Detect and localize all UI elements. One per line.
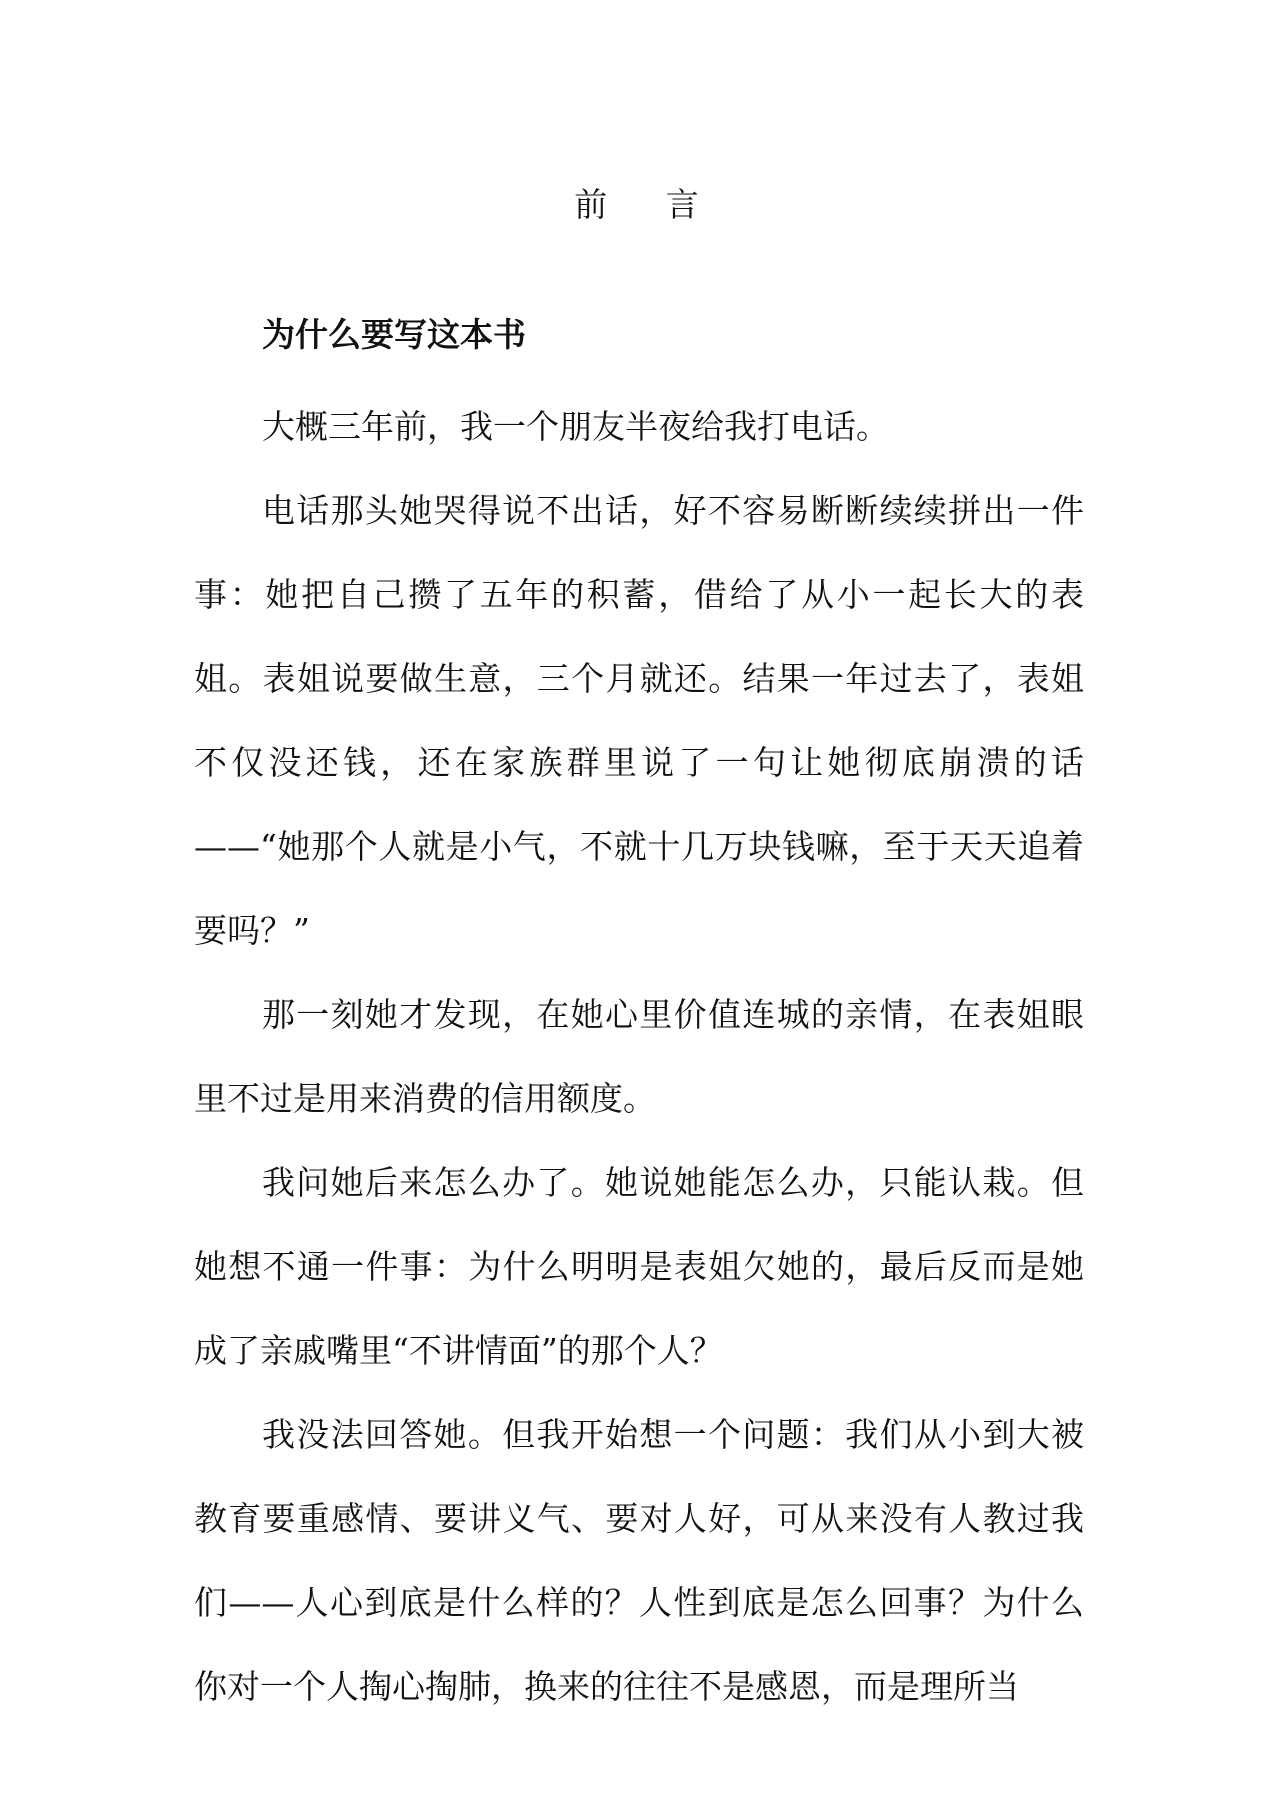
paragraph-1: 大概三年前，我一个朋友半夜给我打电话。 [262, 407, 889, 446]
body-text [194, 385, 1084, 1729]
page-title: 前 言 [574, 185, 723, 224]
paragraph-5: 我没法回答她。但我开始想一个问题：我们从小到大被教育要重感情、要讲义气、要对人好，可从来没有人教过我们——人心到底是什么样的？人性到底是怎么回事？为什么你对一个人掏心掏肺，换来的往往不是感恩，而是理所当 [194, 1415, 1084, 1706]
section-heading: 为什么要写这本书 [262, 315, 526, 354]
paragraph-3: 那一刻她才发现，在她心里价值连城的亲情，在表姐眼里不过是用来消费的信用额度。 [194, 995, 1084, 1118]
paragraph-4: 我问她后来怎么办了。她说她能怎么办，只能认栽。但她想不通一件事：为什么明明是表姐欠她的，最后反而是她成了亲戚嘴里“不讲情面”的那个人？ [194, 1163, 1084, 1370]
paragraph-2: 电话那头她哭得说不出话，好不容易断断续续拼出一件事：她把自己攒了五年的积蓄，借给了从小一起长大的表姐。表姐说要做生意，三个月就还。结果一年过去了，表姐不仅没还钱，还在家族群里说了一句让她彻底崩溃的话——“她那个人就是小气，不就十几万块钱嘛，至于天天追着要吗？” [194, 491, 1084, 950]
